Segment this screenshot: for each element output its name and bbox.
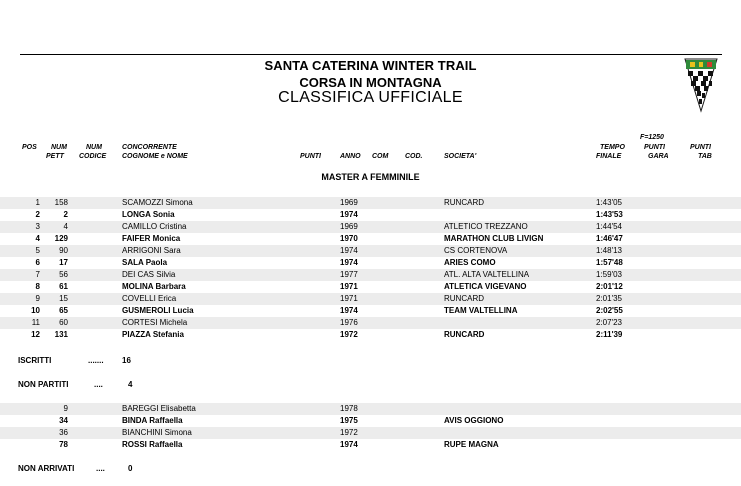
result-societa: RUNCARD	[444, 330, 485, 339]
result-num: 56	[59, 270, 68, 279]
result-num: 61	[59, 282, 68, 291]
result-name: CAMILLO Cristina	[122, 222, 187, 231]
result-num: 131	[54, 330, 68, 339]
result-row	[0, 209, 741, 221]
top-rule	[20, 54, 722, 55]
np-name: ROSSI Raffaella	[122, 440, 183, 449]
result-pos: 5	[35, 246, 40, 255]
np-anno: 1975	[340, 416, 358, 425]
iscritti-dots: .......	[88, 356, 104, 365]
result-num: 17	[59, 258, 68, 267]
result-tempo: 2:07'23	[596, 318, 622, 327]
np-num: 78	[59, 440, 68, 449]
np-societa: RUPE MAGNA	[444, 440, 499, 449]
result-pos: 2	[35, 210, 40, 219]
result-num: 65	[59, 306, 68, 315]
non-partiti-row	[0, 403, 741, 415]
col-punti-gara-b: GARA	[648, 153, 669, 160]
col-com: COM	[372, 153, 389, 160]
result-name: CORTESI Michela	[122, 318, 188, 327]
col-tempo-a: TEMPO	[600, 144, 625, 151]
result-societa: TEAM VALTELLINA	[444, 306, 518, 315]
result-anno: 1972	[340, 330, 358, 339]
non-partiti-row	[0, 427, 741, 439]
ranking-title: CLASSIFICA UFFICIALE	[278, 89, 463, 106]
result-anno: 1976	[340, 318, 358, 327]
col-num-pett-a: NUM	[51, 144, 67, 151]
result-num: 60	[59, 318, 68, 327]
result-num: 2	[63, 210, 68, 219]
result-tempo: 1:43'05	[596, 198, 622, 207]
result-pos: 7	[35, 270, 40, 279]
non-arrivati-label: NON ARRIVATI	[18, 464, 75, 473]
result-row	[0, 269, 741, 281]
result-row	[0, 257, 741, 269]
result-societa: RUNCARD	[444, 294, 484, 303]
result-anno: 1970	[340, 234, 358, 243]
np-anno: 1972	[340, 428, 358, 437]
col-societa: SOCIETA'	[444, 153, 477, 160]
np-name: BINDA Raffaella	[122, 416, 183, 425]
result-tempo: 2:01'12	[596, 282, 623, 291]
np-num: 34	[59, 416, 68, 425]
result-anno: 1971	[340, 294, 358, 303]
result-tempo: 1:59'03	[596, 270, 622, 279]
result-societa: RUNCARD	[444, 198, 484, 207]
result-row	[0, 329, 741, 341]
result-pos: 1	[35, 198, 40, 207]
result-anno: 1977	[340, 270, 358, 279]
result-name: MOLINA Barbara	[122, 282, 186, 291]
result-societa: CS CORTENOVA	[444, 246, 508, 255]
col-concorrente-a: CONCORRENTE	[122, 144, 177, 151]
result-pos: 12	[31, 330, 40, 339]
result-anno: 1974	[340, 258, 358, 267]
result-anno: 1974	[340, 306, 358, 315]
result-name: GUSMEROLI Lucia	[122, 306, 194, 315]
col-cod: COD.	[405, 153, 423, 160]
result-tempo: 1:48'13	[596, 246, 622, 255]
non-partiti-dots: ....	[94, 380, 103, 389]
result-tempo: 2:02'55	[596, 306, 623, 315]
result-row	[0, 245, 741, 257]
result-pos: 11	[31, 318, 40, 327]
col-concorrente-b: COGNOME e NOME	[122, 153, 188, 160]
col-pos: POS	[22, 144, 37, 151]
result-row	[0, 281, 741, 293]
np-num: 36	[59, 428, 68, 437]
result-tempo: 1:44'54	[596, 222, 622, 231]
result-pos: 8	[35, 282, 40, 291]
np-societa: AVIS OGGIONO	[444, 416, 504, 425]
result-pos: 9	[35, 294, 40, 303]
result-num: 15	[59, 294, 68, 303]
col-tempo-b: FINALE	[596, 153, 622, 160]
result-societa: ATLETICO TREZZANO	[444, 222, 528, 231]
result-row	[0, 305, 741, 317]
result-anno: 1974	[340, 246, 358, 255]
non-arrivati-value: 0	[128, 464, 133, 473]
np-num: 9	[63, 404, 68, 413]
np-anno: 1974	[340, 440, 358, 449]
non-partiti-label: NON PARTITI	[18, 380, 69, 389]
result-num: 129	[54, 234, 68, 243]
result-tempo: 2:01'35	[596, 294, 622, 303]
non-arrivati-dots: ....	[96, 464, 105, 473]
result-tempo: 2:11'39	[596, 330, 623, 339]
result-name: ARRIGONI Sara	[122, 246, 181, 255]
result-row	[0, 233, 741, 245]
col-punti-tab-b: TAB	[698, 153, 712, 160]
col-num-pett-b: PETT	[46, 153, 64, 160]
iscritti-value: 16	[122, 356, 131, 365]
result-anno: 1969	[340, 198, 358, 207]
result-tempo: 1:57'48	[596, 258, 623, 267]
result-pos: 4	[35, 234, 40, 243]
result-name: FAIFER Monica	[122, 234, 181, 243]
result-pos: 10	[31, 306, 40, 315]
result-num: 4	[63, 222, 68, 231]
result-row	[0, 197, 741, 209]
result-anno: 1969	[340, 222, 358, 231]
col-punti: PUNTI	[300, 153, 321, 160]
result-societa: ATLETICA VIGEVANO	[444, 282, 527, 291]
fidal-logo-icon	[683, 57, 719, 113]
non-partiti-row	[0, 415, 741, 427]
col-num-codice-a: NUM	[86, 144, 102, 151]
result-name: DEI CAS Silvia	[122, 270, 176, 279]
result-name: COVELLI Erica	[122, 294, 177, 303]
result-num: 158	[54, 198, 68, 207]
result-tempo: 1:46'47	[596, 234, 623, 243]
np-name: BIANCHINI Simona	[122, 428, 192, 437]
result-name: SCAMOZZI Simona	[122, 198, 193, 207]
iscritti-label: ISCRITTI	[18, 356, 52, 365]
result-row	[0, 293, 741, 305]
result-anno: 1971	[340, 282, 358, 291]
f-note: F=1250	[640, 134, 664, 141]
result-societa: MARATHON CLUB LIVIGN	[444, 234, 544, 243]
non-partiti-row	[0, 439, 741, 451]
non-partiti-value: 4	[128, 380, 133, 389]
result-row	[0, 317, 741, 329]
result-num: 90	[59, 246, 68, 255]
result-tempo: 1:43'53	[596, 210, 623, 219]
result-societa: ARIES COMO	[444, 258, 496, 267]
result-pos: 6	[35, 258, 40, 267]
col-num-codice-b: CODICE	[79, 153, 107, 160]
result-name: SALA Paola	[122, 258, 168, 267]
section-title: MASTER A FEMMINILE	[321, 172, 420, 182]
np-name: BAREGGI Elisabetta	[122, 404, 196, 413]
result-name: PIAZZA Stefania	[122, 330, 184, 339]
np-anno: 1978	[340, 404, 358, 413]
result-societa: ATL. ALTA VALTELLINA	[444, 270, 530, 279]
result-row	[0, 221, 741, 233]
event-title: SANTA CATERINA WINTER TRAIL	[264, 58, 477, 73]
col-punti-gara-a: PUNTI	[644, 144, 665, 151]
event-subtitle: CORSA IN MONTAGNA	[299, 75, 442, 90]
col-punti-tab-a: PUNTI	[690, 144, 711, 151]
result-pos: 3	[35, 222, 40, 231]
result-anno: 1974	[340, 210, 358, 219]
result-name: LONGA Sonia	[122, 210, 175, 219]
col-anno: ANNO	[340, 153, 361, 160]
